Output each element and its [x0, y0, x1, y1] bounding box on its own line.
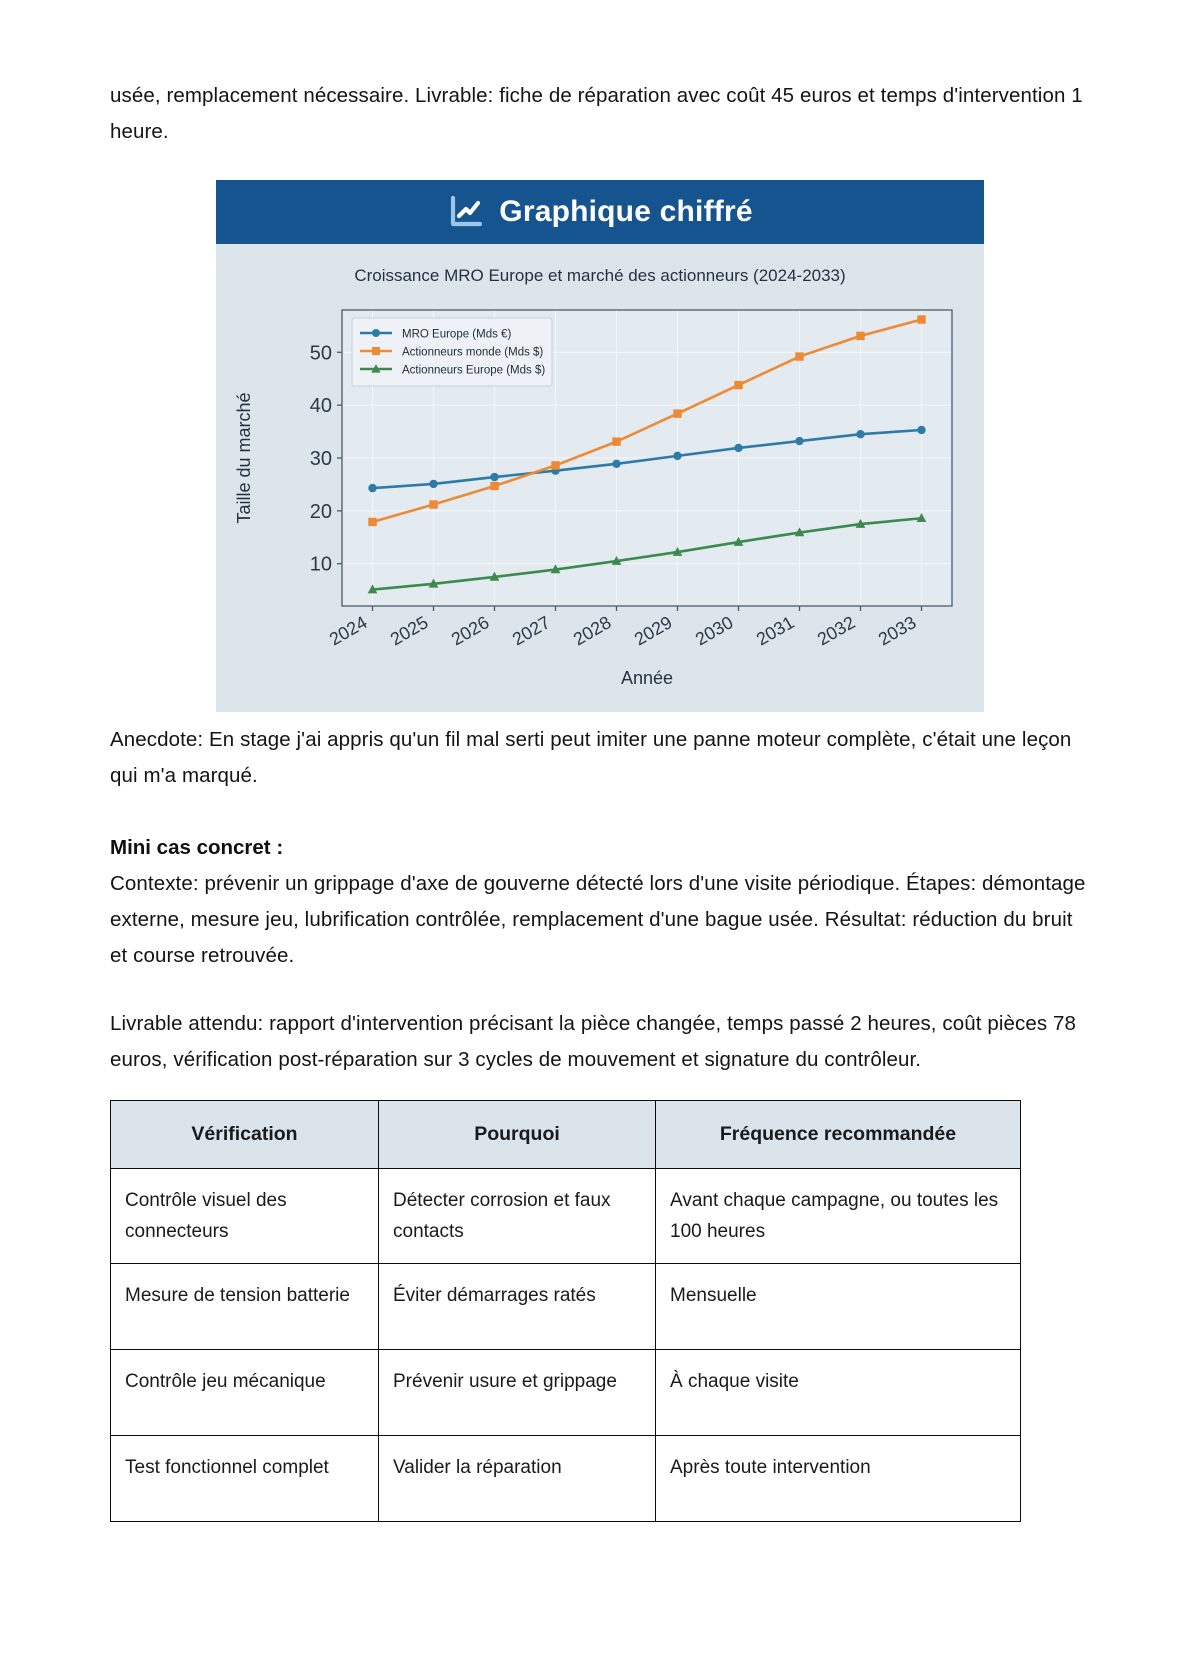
mini-case-paragraph: Contexte: prévenir un grippage d'axe de gouverne détecté lors d'une visite périodique. Étapes: démontage externe, mesure jeu, lubrification contrôlée, remplacement d'une bague usée. Résultat: réduction du bruit et course retrouvée. [110, 872, 1086, 967]
svg-text:2032: 2032 [813, 612, 859, 650]
svg-text:2030: 2030 [691, 612, 737, 650]
chart-banner-title: Graphique chiffré [499, 195, 753, 228]
svg-text:2028: 2028 [569, 612, 615, 650]
table-header-row [111, 1101, 1021, 1169]
svg-text:2024: 2024 [325, 612, 371, 650]
svg-text:2027: 2027 [508, 612, 554, 650]
table-header-cell: Pourquoi [379, 1101, 656, 1169]
svg-text:Année: Année [620, 668, 674, 688]
line-chart-icon [447, 193, 485, 231]
table-cell: Après toute intervention [656, 1436, 1021, 1522]
svg-text:2033: 2033 [874, 612, 920, 650]
intro-paragraph: usée, remplacement nécessaire. Livrable: fiche de réparation avec coût 45 euros et temps d'intervention 1 heure. [110, 84, 1083, 143]
table-cell: Test fonctionnel complet [111, 1436, 379, 1522]
table-cell: Avant chaque campagne, ou toutes les 100 heures [656, 1169, 1021, 1264]
svg-text:Actionneurs monde (Mds $): Actionneurs monde (Mds $) [402, 346, 544, 359]
table-header-cell: Vérification [111, 1101, 379, 1169]
table-row [111, 1169, 1021, 1264]
svg-text:2025: 2025 [386, 612, 432, 650]
svg-text:MRO Europe (Mds €): MRO Europe (Mds €) [402, 328, 512, 341]
svg-text:2029: 2029 [630, 612, 676, 650]
svg-text:10: 10 [309, 553, 332, 576]
table-header-cell: Fréquence recommandée [656, 1101, 1021, 1169]
svg-text:2026: 2026 [447, 612, 493, 650]
deliverable-paragraph: Livrable attendu: rapport d'intervention précisant la pièce changée, temps passé 2 heures, coût pièces 78 euros, vérification post-réparation sur 3 cycles de mouvement et signature du contrôleur. [110, 1012, 1076, 1071]
table-cell: À chaque visite [656, 1350, 1021, 1436]
svg-text:2031: 2031 [752, 612, 798, 650]
svg-text:40: 40 [309, 395, 332, 418]
svg-text:Taille du marché: Taille du marché [234, 392, 254, 524]
svg-text:Actionneurs Europe (Mds $): Actionneurs Europe (Mds $) [402, 364, 546, 377]
table-cell: Prévenir usure et grippage [379, 1350, 656, 1436]
table-cell: Contrôle jeu mécanique [111, 1350, 379, 1436]
chart-body [216, 244, 984, 712]
chart-banner [216, 180, 984, 244]
chart-plot-area [216, 296, 984, 696]
table-row [111, 1350, 1021, 1436]
svg-text:50: 50 [309, 342, 332, 365]
table-cell: Mesure de tension batterie [111, 1264, 379, 1350]
chart-svg [216, 296, 984, 696]
table-cell: Mensuelle [656, 1264, 1021, 1350]
svg-text:20: 20 [309, 500, 332, 523]
table-cell: Éviter démarrages ratés [379, 1264, 656, 1350]
table-row [111, 1436, 1021, 1522]
anecdote-paragraph: Anecdote: En stage j'ai appris qu'un fil mal serti peut imiter une panne moteur complète, c'était une leçon qui m'a marqué. [110, 728, 1072, 787]
chart-card [216, 180, 984, 712]
table-cell: Contrôle visuel des connecteurs [111, 1169, 379, 1264]
mini-case-heading: Mini cas concret : [110, 836, 284, 859]
chart-title: Croissance MRO Europe et marché des actionneurs (2024-2033) [354, 266, 846, 285]
table-cell: Détecter corrosion et faux contacts [379, 1169, 656, 1264]
table-cell: Valider la réparation [379, 1436, 656, 1522]
table-row [111, 1264, 1021, 1350]
svg-text:30: 30 [309, 448, 332, 470]
verification-table [110, 1100, 1021, 1522]
